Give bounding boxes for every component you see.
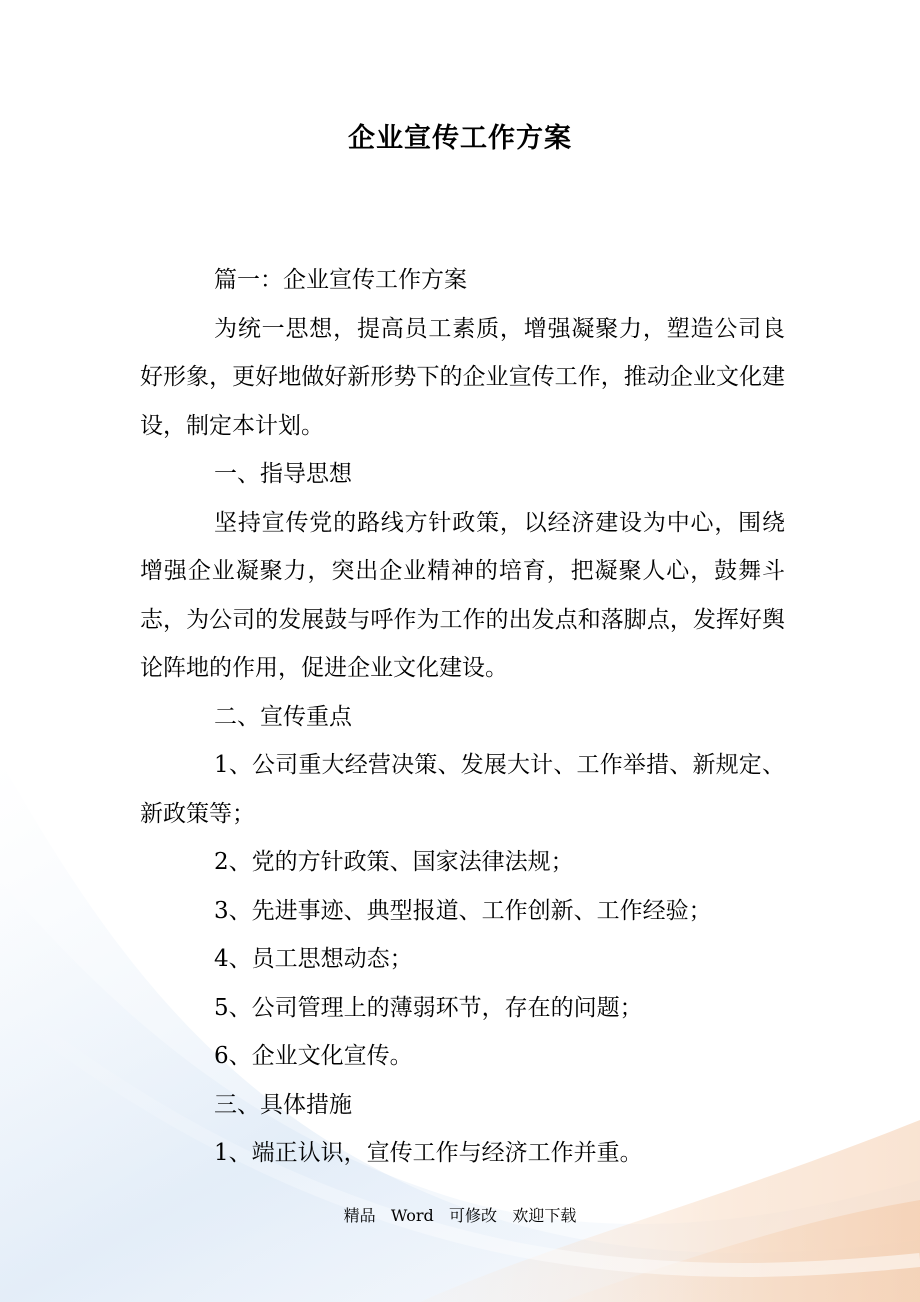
list-item-focus-6: 6、企业文化宣传。 xyxy=(214,1043,413,1069)
page-footer: 精品 Word 可修改 欢迎下载 xyxy=(343,1206,577,1225)
list-item-focus-4: 4、员工思想动态； xyxy=(214,946,413,972)
list-item-focus-5: 5、公司管理上的薄弱环节，存在的问题； xyxy=(214,994,643,1021)
list-item-focus-2: 2、党的方针政策、国家法律法规； xyxy=(214,849,574,875)
paragraph-intro: 为统一思想，提高员工素质，增强凝聚力，塑造公司良好形象，更好地做好新形势下的企业宣传工作，推动企业文化建设，制定本计划。 xyxy=(140,315,785,439)
paragraph-heading-part-one: 篇一：企业宣传工作方案 xyxy=(214,267,467,293)
section-heading-publicity-focus: 二、宣传重点 xyxy=(214,703,352,730)
section-heading-guiding-ideology: 一、指导思想 xyxy=(214,461,352,487)
document-title: 企业宣传工作方案 xyxy=(348,123,572,154)
paragraph-guiding-ideology: 坚持宣传党的路线方针政策，以经济建设为中心，围绕增强企业凝聚力，突出企业精神的培育，把凝聚人心，鼓舞斗志，为公司的发展鼓与呼作为工作的出发点和落脚点，发挥好舆论阵地的作用，促进企业文化建设。 xyxy=(140,509,785,681)
list-item-focus-1: 1、公司重大经营决策、发展大计、工作举措、新规定、新政策等； xyxy=(140,752,785,827)
list-item-focus-3: 3、先进事迹、典型报道、工作创新、工作经验； xyxy=(214,897,712,924)
document-body xyxy=(140,256,785,1178)
list-item-measure-1: 1、端正认识，宣传工作与经济工作并重。 xyxy=(214,1140,643,1166)
section-heading-measures: 三、具体措施 xyxy=(214,1091,352,1118)
